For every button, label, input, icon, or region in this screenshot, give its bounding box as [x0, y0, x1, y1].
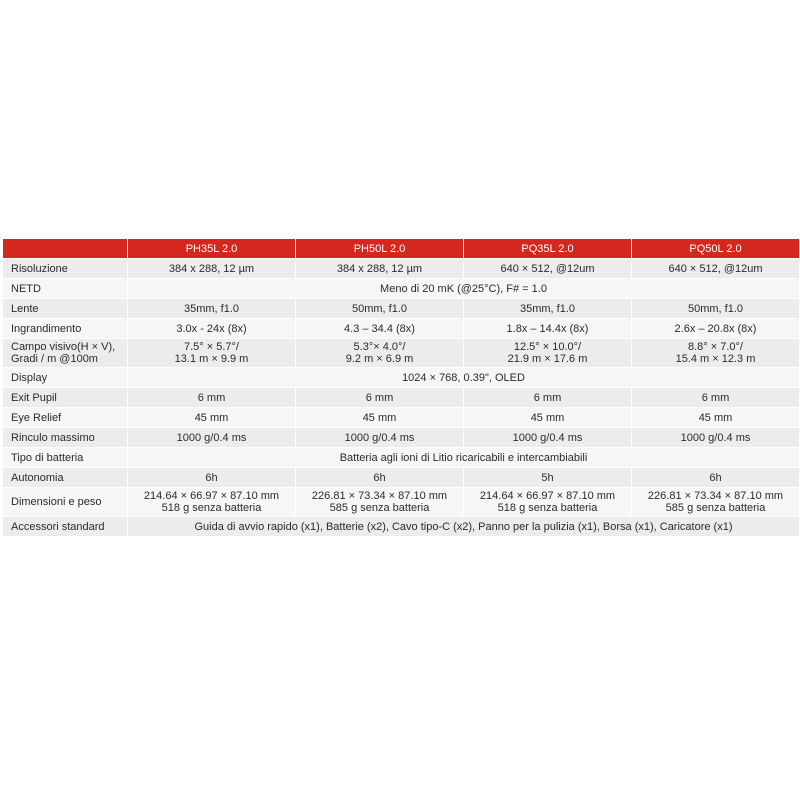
header-model-pq35l: PQ35L 2.0 — [464, 239, 632, 259]
cell-line: 214.64 × 66.97 × 87.10 mm — [479, 490, 616, 502]
row-label: Exit Pupil — [3, 388, 128, 408]
cell-line: 585 g senza batteria — [665, 502, 766, 514]
cell-line: 518 g senza batteria — [161, 502, 262, 514]
cell-value — [296, 339, 464, 368]
cell-value: 2.6x – 20.8x (8x) — [632, 319, 800, 339]
row-label: Autonomia — [3, 468, 128, 488]
cell-line: 585 g senza batteria — [329, 502, 430, 514]
cell-line: 13.1 m × 9.9 m — [174, 353, 249, 365]
cell-value: 50mm, f1.0 — [632, 299, 800, 319]
cell-value-merged: Guida di avvio rapido (x1), Batterie (x2), Cavo tipo-C (x2), Panno per la pulizia (x1), Borsa (x1), Caricatore (x1) — [128, 517, 800, 537]
cell-value: 384 x 288, 12 µm — [296, 259, 464, 279]
cell-value — [128, 488, 296, 517]
cell-value: 4.3 – 34.4 (8x) — [296, 319, 464, 339]
spec-table — [2, 238, 800, 537]
row-accessori-standard — [3, 517, 800, 537]
cell-value: 45 mm — [128, 408, 296, 428]
cell-value — [464, 339, 632, 368]
row-label-line: Campo visivo(H × V), — [11, 341, 116, 353]
cell-line: 5.3°× 4.0°/ — [353, 341, 406, 353]
cell-line: 9.2 m × 6.9 m — [345, 353, 414, 365]
row-campo-visivo — [3, 339, 800, 368]
row-label: Lente — [3, 299, 128, 319]
row-netd — [3, 279, 800, 299]
cell-value: 45 mm — [632, 408, 800, 428]
cell-value: 1.8x – 14.4x (8x) — [464, 319, 632, 339]
cell-line: 15.4 m × 12.3 m — [675, 353, 756, 365]
row-label-line: Gradi / m @100m — [11, 353, 98, 365]
cell-value: 6 mm — [464, 388, 632, 408]
cell-value — [464, 488, 632, 517]
row-label: Display — [3, 368, 128, 388]
row-autonomia — [3, 468, 800, 488]
cell-line: 12.5° × 10.0°/ — [513, 341, 582, 353]
cell-value: 384 x 288, 12 µm — [128, 259, 296, 279]
cell-value: 6h — [128, 468, 296, 488]
header-model-pq50l: PQ50L 2.0 — [632, 239, 800, 259]
cell-value: 6h — [296, 468, 464, 488]
row-rinculo-massimo — [3, 428, 800, 448]
header-model-ph35l: PH35L 2.0 — [128, 239, 296, 259]
cell-value-merged: Batteria agli ioni di Litio ricaricabili e intercambiabili — [128, 448, 800, 468]
row-label: Risoluzione — [3, 259, 128, 279]
cell-value: 1000 g/0.4 ms — [464, 428, 632, 448]
cell-value: 1000 g/0.4 ms — [632, 428, 800, 448]
cell-value: 1000 g/0.4 ms — [128, 428, 296, 448]
row-label: Dimensioni e peso — [3, 488, 128, 517]
row-lente — [3, 299, 800, 319]
row-eye-relief — [3, 408, 800, 428]
row-label — [3, 339, 128, 368]
cell-value: 5h — [464, 468, 632, 488]
cell-value: 45 mm — [464, 408, 632, 428]
row-tipo-di-batteria — [3, 448, 800, 468]
cell-value: 640 × 512, @12um — [464, 259, 632, 279]
row-label: Rinculo massimo — [3, 428, 128, 448]
cell-value: 6 mm — [128, 388, 296, 408]
row-risoluzione — [3, 259, 800, 279]
cell-line: 214.64 × 66.97 × 87.10 mm — [143, 490, 280, 502]
cell-value: 50mm, f1.0 — [296, 299, 464, 319]
cell-value: 6h — [632, 468, 800, 488]
cell-value-merged: Meno di 20 mK (@25°C), F# = 1.0 — [128, 279, 800, 299]
cell-value: 45 mm — [296, 408, 464, 428]
cell-value: 640 × 512, @12um — [632, 259, 800, 279]
cell-value: 1000 g/0.4 ms — [296, 428, 464, 448]
cell-line: 226.81 × 73.34 × 87.10 mm — [311, 490, 448, 502]
cell-line: 21.9 m × 17.6 m — [507, 353, 588, 365]
row-display — [3, 368, 800, 388]
row-label: Ingrandimento — [3, 319, 128, 339]
cell-line: 226.81 × 73.34 × 87.10 mm — [647, 490, 784, 502]
row-exit-pupil — [3, 388, 800, 408]
header-row — [3, 239, 800, 259]
cell-line: 8.8° × 7.0°/ — [688, 341, 743, 353]
cell-value: 3.0x - 24x (8x) — [128, 319, 296, 339]
cell-value: 6 mm — [296, 388, 464, 408]
cell-value: 35mm, f1.0 — [128, 299, 296, 319]
row-label: Eye Relief — [3, 408, 128, 428]
cell-value: 35mm, f1.0 — [464, 299, 632, 319]
header-blank-cell — [3, 239, 128, 259]
row-dimensioni-e-peso — [3, 488, 800, 517]
cell-value — [128, 339, 296, 368]
cell-value — [296, 488, 464, 517]
cell-value — [632, 339, 800, 368]
row-ingrandimento — [3, 319, 800, 339]
cell-line: 7.5° × 5.7°/ — [184, 341, 239, 353]
header-model-ph50l: PH50L 2.0 — [296, 239, 464, 259]
cell-line: 518 g senza batteria — [497, 502, 598, 514]
cell-value — [632, 488, 800, 517]
cell-value: 6 mm — [632, 388, 800, 408]
row-label: Accessori standard — [3, 517, 128, 537]
row-label: NETD — [3, 279, 128, 299]
cell-value-merged: 1024 × 768, 0.39", OLED — [128, 368, 800, 388]
row-label: Tipo di batteria — [3, 448, 128, 468]
